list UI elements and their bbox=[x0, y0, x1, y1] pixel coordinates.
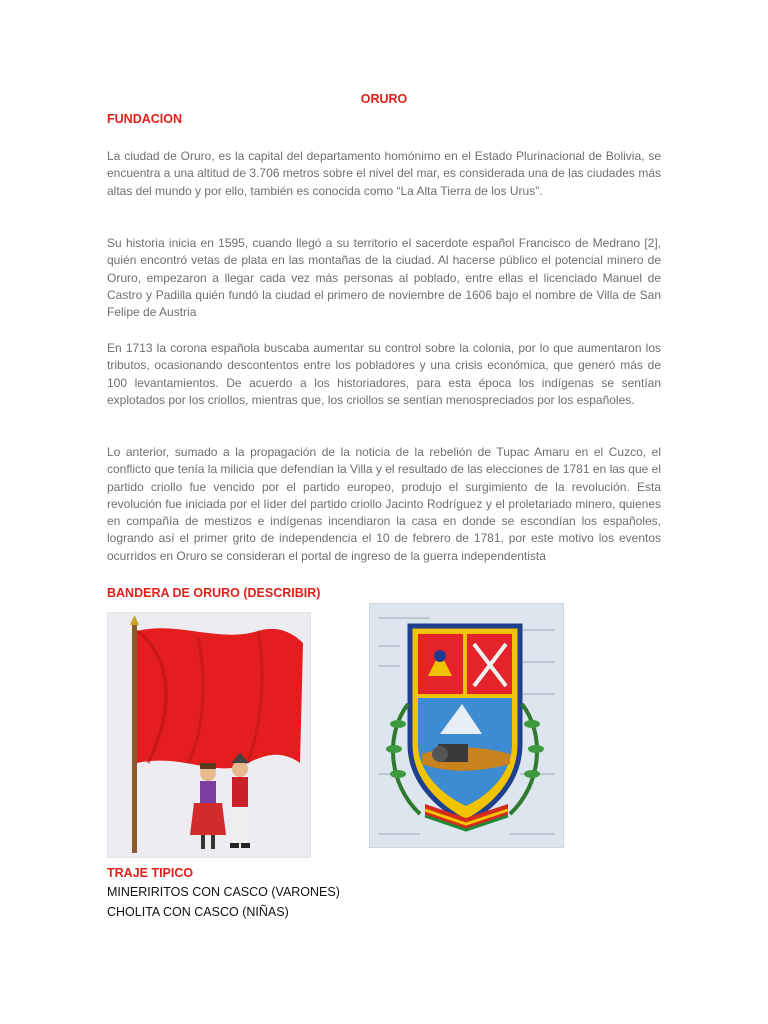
heading-bandera: BANDERA DE ORURO (DESCRIBIR) bbox=[107, 586, 321, 600]
traje-line-1: MINERIRITOS CON CASCO (VARONES) bbox=[107, 885, 340, 899]
paragraph-4: Lo anterior, sumado a la propagación de la noticia de la rebelión de Tupac Amaru en el Cuzco, el conflicto que tenía la milicia que defendían la Villa y el resultado de las elecciones de 1781 en las que el partido criollo fue vencido por el partido europeo, produjo el surgimiento de la revolución. Esta revolución fue iniciada por el líder del partido criollo Jacinto Rodríguez y el proletariado minero, quienes en compañía de mestizos e indígenas incendiaron la casa en donde se escondían los españoles, logrando así el primer grito de independencia el 10 de febrero de 1781, por este motivo los eventos ocurridos en Oruro se consideran el portal de ingreso de la guerra independentista bbox=[107, 445, 661, 563]
heading-fundacion: FUNDACION bbox=[107, 112, 182, 126]
flag-image bbox=[107, 612, 311, 858]
coat-of-arms-image bbox=[369, 603, 564, 848]
paragraph-1: La ciudad de Oruro, es la capital del departamento homónimo en el Estado Plurinacional de Bolivia, se encuentra a una altitud de 3.706 metros sobre el nivel del mar, es considerada una de las ciudades más altas del mundo y por ello, también es conocida como “La Alta Tierra de los Urus”. bbox=[107, 149, 661, 198]
traje-line-2: CHOLITA CON CASCO (NIÑAS) bbox=[107, 905, 289, 919]
flag-illustration-icon bbox=[108, 613, 310, 857]
paragraph-3: En 1713 la corona española buscaba aumentar su control sobre la colonia, por lo que aumentaron los tributos, ocasionando descontentos entre los pobladores y una crisis económica, que generó más de 100 levantamientos. De acuerdo a los historiadores, para esta época los indígenas se sentían explotados por los criollos, mientras que, los criollos se sentían menospreciados por los españoles. bbox=[107, 341, 661, 407]
paragraph-2: Su historia inicia en 1595, cuando llegó a su territorio el sacerdote español Francisco de Medrano [2], quién encontró vetas de plata en las montañas de la ciudad. Al hacerse público el potencial minero de Oruro, empezaron a llegar cada vez más personas al poblado, entre ellas el licenciado Manuel de Castro y Padilla quién fundó la ciudad el primero de noviembre de 1606 bajo el nombre de Villa de San Felipe de Austria bbox=[107, 236, 661, 320]
heading-traje: TRAJE TIPICO bbox=[107, 866, 194, 880]
coat-of-arms-icon bbox=[370, 604, 563, 847]
document-title: ORURO bbox=[360, 92, 408, 106]
